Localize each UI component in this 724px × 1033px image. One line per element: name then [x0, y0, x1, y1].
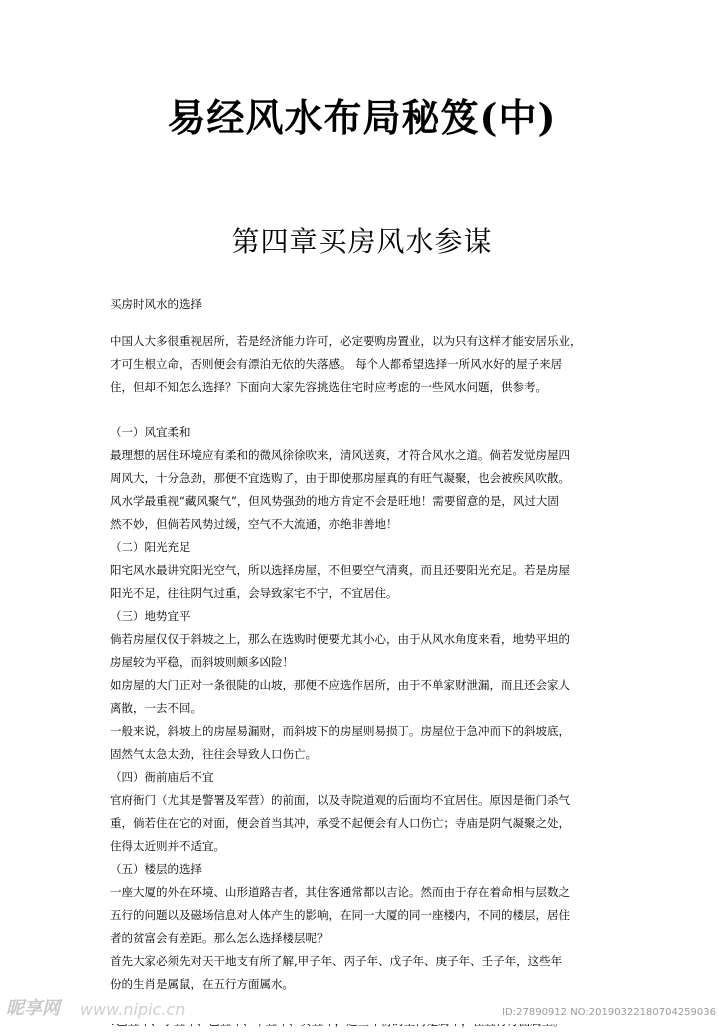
item-line: 然不妙，但倘若风势过缓，空气不大流通，亦绝非善地！	[110, 517, 398, 531]
item-line: 阳光不足，往往阴气过重，会导致家宅不宁，不宜居住。	[110, 586, 398, 600]
item-line: 房屋较为平稳，而斜坡则颇多凶险！	[110, 655, 294, 669]
item-line: 五行的问题以及磁场信息对人体产生的影响，在同一大厦的同一座楼内，不同的楼层，居住	[110, 908, 570, 922]
item-line: 周风大，十分急劲，那便不宜选购了，由于即使那房屋真的有旺气凝聚，也会被疾风吹散。	[110, 471, 570, 485]
watermark-logo: 昵享网	[6, 998, 60, 1019]
item-heading: （二）阳光充足	[110, 540, 191, 554]
item-temples	[110, 766, 618, 858]
item-line: 阳宅风水最讲究阳光空气，所以选择房屋，不但要空气清爽，而且还要阳光充足。若是房屋	[110, 563, 570, 577]
item-wind	[110, 421, 618, 536]
intro-line: 才可生根立命，否则便会有漂泊无依的失落感。 每个人都希望选择一所风水好的屋子来居	[110, 357, 563, 371]
item-line: 重，倘若住在它的对面，便会首当其冲，承受不起便会有人口伤亡；寺庙是阴气凝聚之处，	[110, 816, 570, 830]
item-line: 离散，一去不回。	[110, 701, 202, 715]
item-line: 住得太近则并不适宜。	[110, 839, 225, 853]
item-heading: （四）衙前庙后不宜	[110, 770, 214, 784]
watermark-bar	[0, 994, 724, 1024]
item-heading: （五）楼层的选择	[110, 862, 202, 876]
item-heading: （一）风宜柔和	[110, 425, 191, 439]
section-heading: 买房时风水的选择	[110, 297, 202, 311]
item-line: 一座大厦的外在环境、山形道路吉者，其住客通常都以吉论。然而由于存在着命相与层数之	[110, 885, 570, 899]
item-floors	[110, 858, 618, 996]
document-body	[110, 293, 618, 1033]
intro-line: 中国人大多很重视居所，若是经济能力许可，必定要购房置业，以为只有这样才能安居乐业，	[110, 334, 582, 348]
item-line: 一般来说，斜坡上的房屋易漏财，而斜坡下的房屋则易损丁。房屋位于急冲而下的斜坡底，	[110, 724, 570, 738]
item-sunlight	[110, 536, 618, 605]
item-heading: （三）地势宜平	[110, 609, 191, 623]
item-line: 固然气太急太劲，往往会导致人口伤亡。	[110, 747, 317, 761]
item-line: 最理想的居住环境应有柔和的微风徐徐吹来，清风送爽，才符合风水之道。倘若发觉房屋四	[110, 448, 570, 462]
intro-line: 住，但却不知怎么选择？下面向大家先容挑选住宅时应考虑的一些风水问题，供参考。	[110, 380, 547, 394]
item-line: 风水学最重视“藏风聚气”，但风势强劲的地方肯定不会是旺地！需要留意的是，风过大固	[110, 494, 559, 508]
item-line: 份的生肖是属鼠，在五行方面属水。	[110, 977, 294, 991]
chapter-title: 第四章买房风水参谋	[231, 225, 493, 258]
intro-paragraph	[110, 330, 618, 399]
watermark-id: ID:27890912 NO:20190322180704259036	[502, 1007, 716, 1018]
item-terrain	[110, 605, 618, 766]
item-line: 首先大家必须先对天干地支有所了解,甲子年、丙子年、戊子年、庚子年、壬子年，这些年	[110, 954, 563, 968]
item-line: 官府衙门（尤其是警署及军营）的前面，以及寺院道观的后面均不宜居住。原因是衙门杀气	[110, 793, 570, 807]
watermark-site: www.nipic.cn	[80, 1000, 186, 1019]
page-title: 易经风水布局秘笈(中)	[167, 95, 557, 140]
item-line: 如房屋的大门正对一条很陡的山坡，那便不应选作居所，由于不单家财泄漏，而且还会家人	[110, 678, 570, 692]
item-line: 倘若房屋仅仅于斜坡之上，那么在选购时便要尤其小心，由于从风水角度来看，地势平坦的	[110, 632, 570, 646]
item-line: 者的贫富会有差距。那么怎么选择楼层呢？	[110, 931, 329, 945]
